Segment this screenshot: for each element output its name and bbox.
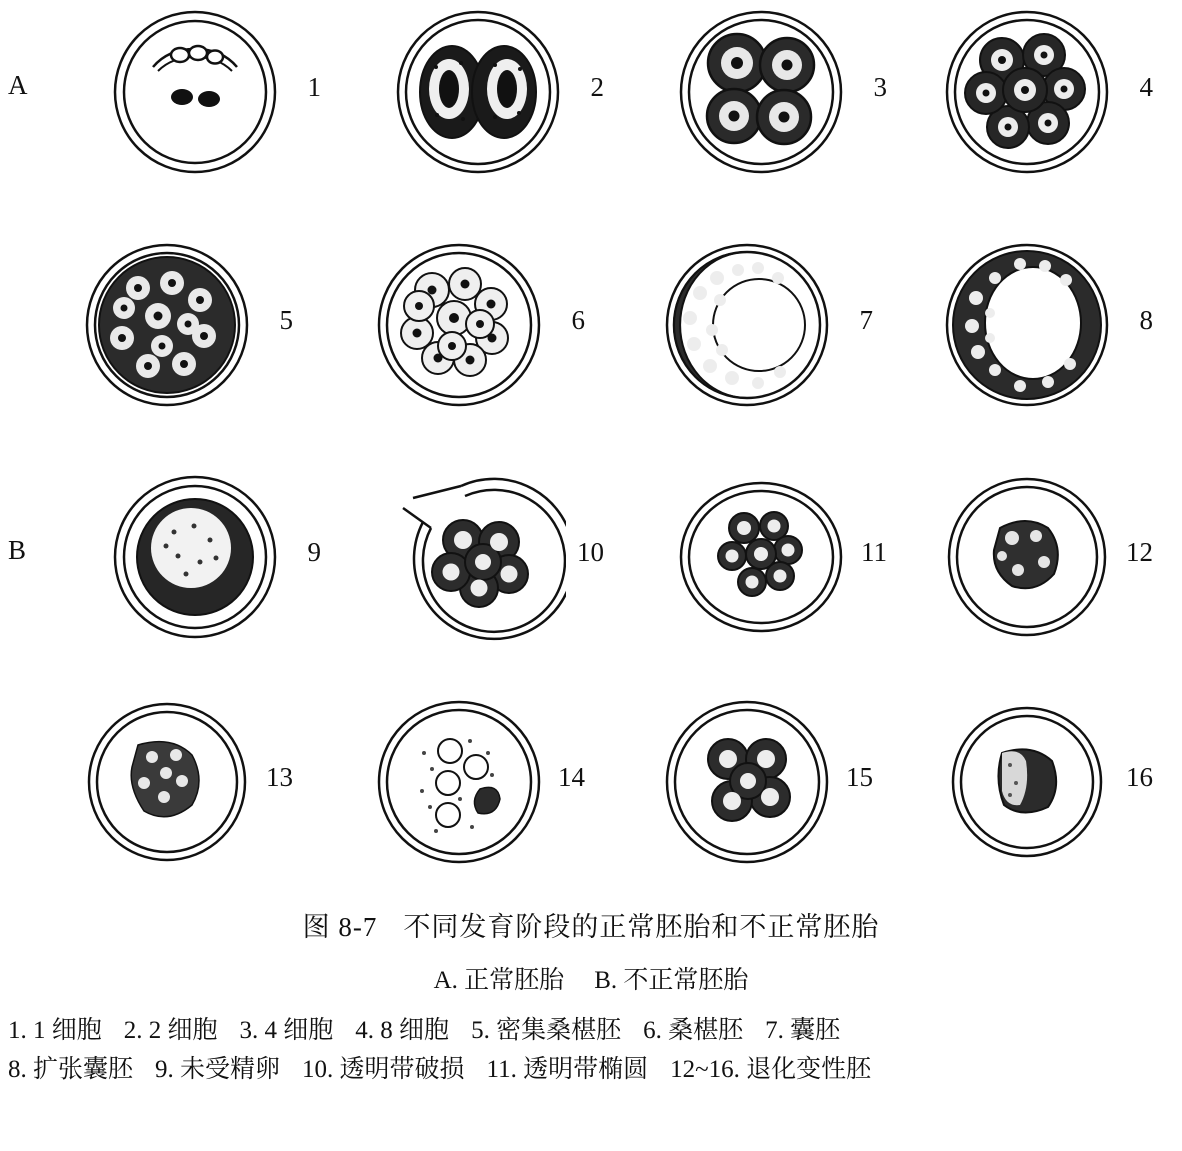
legend-item-7: 7. 囊胚 — [765, 1017, 841, 1044]
panel-number-16: 16 — [1126, 762, 1153, 792]
panel-14 — [312, 690, 607, 905]
caption-title-line — [0, 905, 1182, 944]
drawing-unfertilized-oocyte — [108, 470, 283, 645]
panel-5 — [20, 233, 315, 448]
panel-number-5: 5 — [279, 305, 293, 335]
legend-item-9: 9. 未受精卵 — [155, 1055, 281, 1083]
legend-item-8: 8. 扩张囊胚 — [8, 1055, 134, 1083]
drawing-morula — [372, 238, 547, 413]
drawing-4cell — [674, 5, 849, 180]
panel-15 — [600, 690, 895, 905]
figure-number: 图 8-7 — [302, 912, 378, 942]
panel-11 — [614, 465, 909, 680]
panel-number-11: 11 — [861, 537, 887, 567]
panel-number-2: 2 — [590, 72, 604, 102]
legend-item-12-16: 12~16. 退化变性胚 — [670, 1055, 872, 1083]
drawing-oval-zona — [674, 470, 849, 645]
drawing-compact-morula — [80, 238, 255, 413]
figure-row-1 — [0, 0, 1182, 215]
panel-12 — [880, 465, 1175, 680]
drawing-blastocyst — [660, 238, 835, 413]
caption-group-a: A. 正常胚胎 — [433, 967, 565, 994]
panel-3 — [614, 0, 909, 215]
panel-4 — [880, 0, 1175, 215]
panel-number-14: 14 — [558, 762, 585, 792]
figure-row-3 — [0, 465, 1182, 680]
panel-9 — [48, 465, 343, 680]
panel-number-8: 8 — [1139, 305, 1153, 335]
panel-13 — [20, 690, 315, 905]
legend-item-6: 6. 桑椹胚 — [643, 1017, 744, 1044]
panel-7 — [600, 233, 895, 448]
panel-16 — [880, 690, 1175, 905]
drawing-degenerate-b — [80, 695, 255, 870]
drawing-2cell — [391, 5, 566, 180]
caption-legend-line-2 — [8, 1051, 1174, 1090]
panel-number-4: 4 — [1139, 72, 1153, 102]
legend-item-4: 4. 8 细胞 — [355, 1017, 450, 1044]
panel-number-6: 6 — [571, 305, 585, 335]
drawing-degenerate-a — [940, 470, 1115, 645]
panel-number-15: 15 — [846, 762, 873, 792]
figure-caption — [0, 905, 1182, 1090]
drawing-degenerate-d — [660, 695, 835, 870]
panel-number-12: 12 — [1126, 537, 1153, 567]
panel-number-9: 9 — [307, 537, 321, 567]
caption-subtitle-line — [0, 960, 1182, 996]
legend-item-10: 10. 透明带破损 — [302, 1055, 465, 1083]
caption-group-b: B. 不正常胚胎 — [594, 967, 749, 994]
drawing-zygote-1cell — [108, 5, 283, 180]
panel-number-1: 1 — [307, 72, 321, 102]
panel-2 — [331, 0, 626, 215]
row-label-a: A — [8, 70, 28, 100]
legend-item-11: 11. 透明带椭圆 — [486, 1055, 649, 1083]
panel-number-3: 3 — [873, 72, 887, 102]
figure-row-2 — [0, 233, 1182, 448]
drawing-degenerate-e — [940, 695, 1115, 870]
figure-row-4 — [0, 690, 1182, 905]
figure-title: 不同发育阶段的正常胚胎和不正常胚胎 — [403, 912, 880, 942]
caption-legend — [0, 1012, 1182, 1090]
drawing-expanded-blastocyst — [940, 238, 1115, 413]
legend-item-5: 5. 密集桑椹胚 — [471, 1017, 622, 1044]
panel-number-10: 10 — [577, 537, 604, 567]
row-label-b: B — [8, 535, 27, 565]
legend-item-3: 3. 4 细胞 — [239, 1017, 334, 1044]
drawing-degenerate-c — [372, 695, 547, 870]
caption-legend-line-1 — [8, 1012, 1174, 1051]
drawing-broken-zona — [391, 470, 566, 645]
panel-1 — [48, 0, 343, 215]
drawing-8cell — [940, 5, 1115, 180]
legend-item-2: 2. 2 细胞 — [123, 1017, 218, 1044]
panel-number-13: 13 — [266, 762, 293, 792]
panel-10 — [331, 465, 626, 680]
panel-8 — [880, 233, 1175, 448]
panel-6 — [312, 233, 607, 448]
panel-number-7: 7 — [859, 305, 873, 335]
legend-item-1: 1. 1 细胞 — [8, 1017, 102, 1044]
